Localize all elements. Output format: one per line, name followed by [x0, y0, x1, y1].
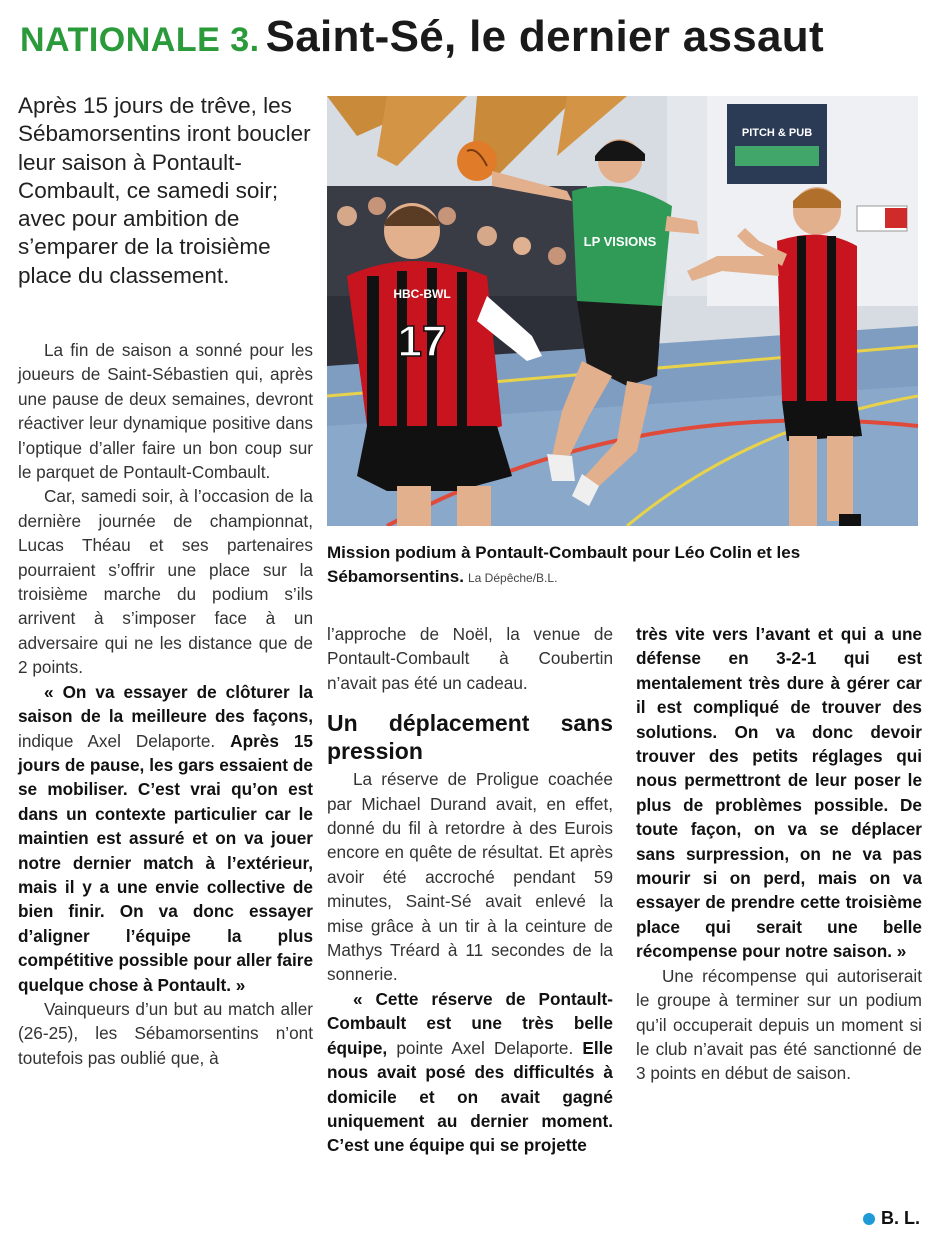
attribution-text: pointe Axel Delaporte. [387, 1037, 583, 1058]
quote-text: « On va essayer de clôturer la saison de la meilleure des façons, [18, 681, 313, 727]
article-headline [20, 12, 935, 68]
article-lede: Après 15 jours de trêve, les Sébamorsentins iront boucler leur saison à Pontault-Combault, ce samedi soir; avec pour ambition de s’emparer de la troisième place du classement. [18, 93, 311, 288]
article-column-3 [636, 622, 922, 1086]
quote-text: « Cette réserve de Pontault-Combault est une très belle équipe, [327, 988, 613, 1058]
handball-photo-illustration [327, 96, 918, 526]
quote-paragraph [327, 987, 613, 1158]
article-column-2 [327, 622, 613, 1158]
quote-paragraph: très vite vers l’avant et qui a une défense en 3-2-1 qui est mentalement très dure à gérer car il est compliqué de trouver des solutions. On va donc devoir trouver des petits réglages qui nous permettront de leur poser le plus de problèmes possible. De toute façon, on va se déplacer sans surpression, on ne va pas mourir si on perd, mais on va essayer de prendre cette troisième place qui serait une belle récompense pour notre saison. » [636, 624, 922, 962]
author-initials: B. L. [881, 1208, 920, 1228]
paragraph: Vainqueurs d’un but au match aller (26-25), les Sébamorsentins n’ont toutefois pas oublié que, à [18, 998, 313, 1068]
author-signature [863, 1208, 920, 1229]
paragraph: La fin de saison a sonné pour les joueurs de Saint-Sébastien qui, après une pause de deux semaines, devront réactiver leur dynamique positive dans l’optique d’aller faire un bon coup sur le parquet de Pontault-Combault. [18, 340, 313, 483]
subheading: Un déplacement sans pression [327, 710, 613, 765]
bullet-dot-icon [863, 1213, 875, 1225]
section-kicker: NATIONALE 3. [20, 21, 260, 59]
svg-text:PITCH & PUB: PITCH & PUB [741, 127, 813, 139]
quote-text: Elle nous avait posé des difficultés à domicile et on avait gagné uniquement au dernier moment. C’est une équipe qui se projette [327, 1037, 613, 1156]
quote-paragraph [18, 680, 313, 997]
photo-credit: La Dépêche/B.L. [468, 571, 558, 585]
article-title: Saint-Sé, le dernier assaut [265, 12, 824, 61]
article-photo [327, 96, 918, 526]
paragraph: La réserve de Proligue coachée par Michael Durand avait, en effet, donné du fil à retordre à des Eurois encore en quête de résultat. Et après avoir été accroché pendant 59 minutes, Saint-Sé avait enlevé la mise grâce à un tir à la ceinture de Mathys Tréard à 11 secondes de la sonnerie. [327, 769, 613, 985]
paragraph: Une récompense qui autoriserait le groupe à terminer sur un podium qu’il occuperait depuis un moment si le club n’avait pas été sanctionné de 3 points en début de saison. [636, 965, 922, 1084]
photo-caption [327, 541, 918, 590]
attribution-text: indique Axel Delaporte. [18, 730, 231, 751]
svg-text:LP VISIONS: LP VISIONS [583, 234, 657, 249]
svg-text:17: 17 [397, 317, 447, 366]
paragraph: Car, samedi soir, à l’occasion de la dernière journée de championnat, Lucas Théau et ses partenaires pourraient s’offrir une place sur la troisième marche du podium s’ils arrivent à s’imposer face à un adversaire qui ne les distance que de 2 points. [18, 486, 313, 678]
svg-text:HBC-BWL: HBC-BWL [393, 287, 451, 301]
caption-text: Mission podium à Pontault-Combault pour Léo Colin et les Sébamorsentins. [327, 543, 801, 586]
quote-text: Après 15 jours de pause, les gars essaient de se mobiliser. C’est vrai qu’on est dans un contexte particulier car le maintien est assuré et on va jouer notre dernier match à l’extérieur, mais il y a une envie collective de bien finir. On va donc essayer d’aligner l’équipe la plus compétitive possible pour aller faire quelque chose à Pontault. » [18, 730, 313, 995]
article-column-1 [18, 338, 313, 1070]
paragraph: l’approche de Noël, la venue de Pontault-Combault à Coubertin n’avait pas été un cadeau. [327, 624, 613, 693]
